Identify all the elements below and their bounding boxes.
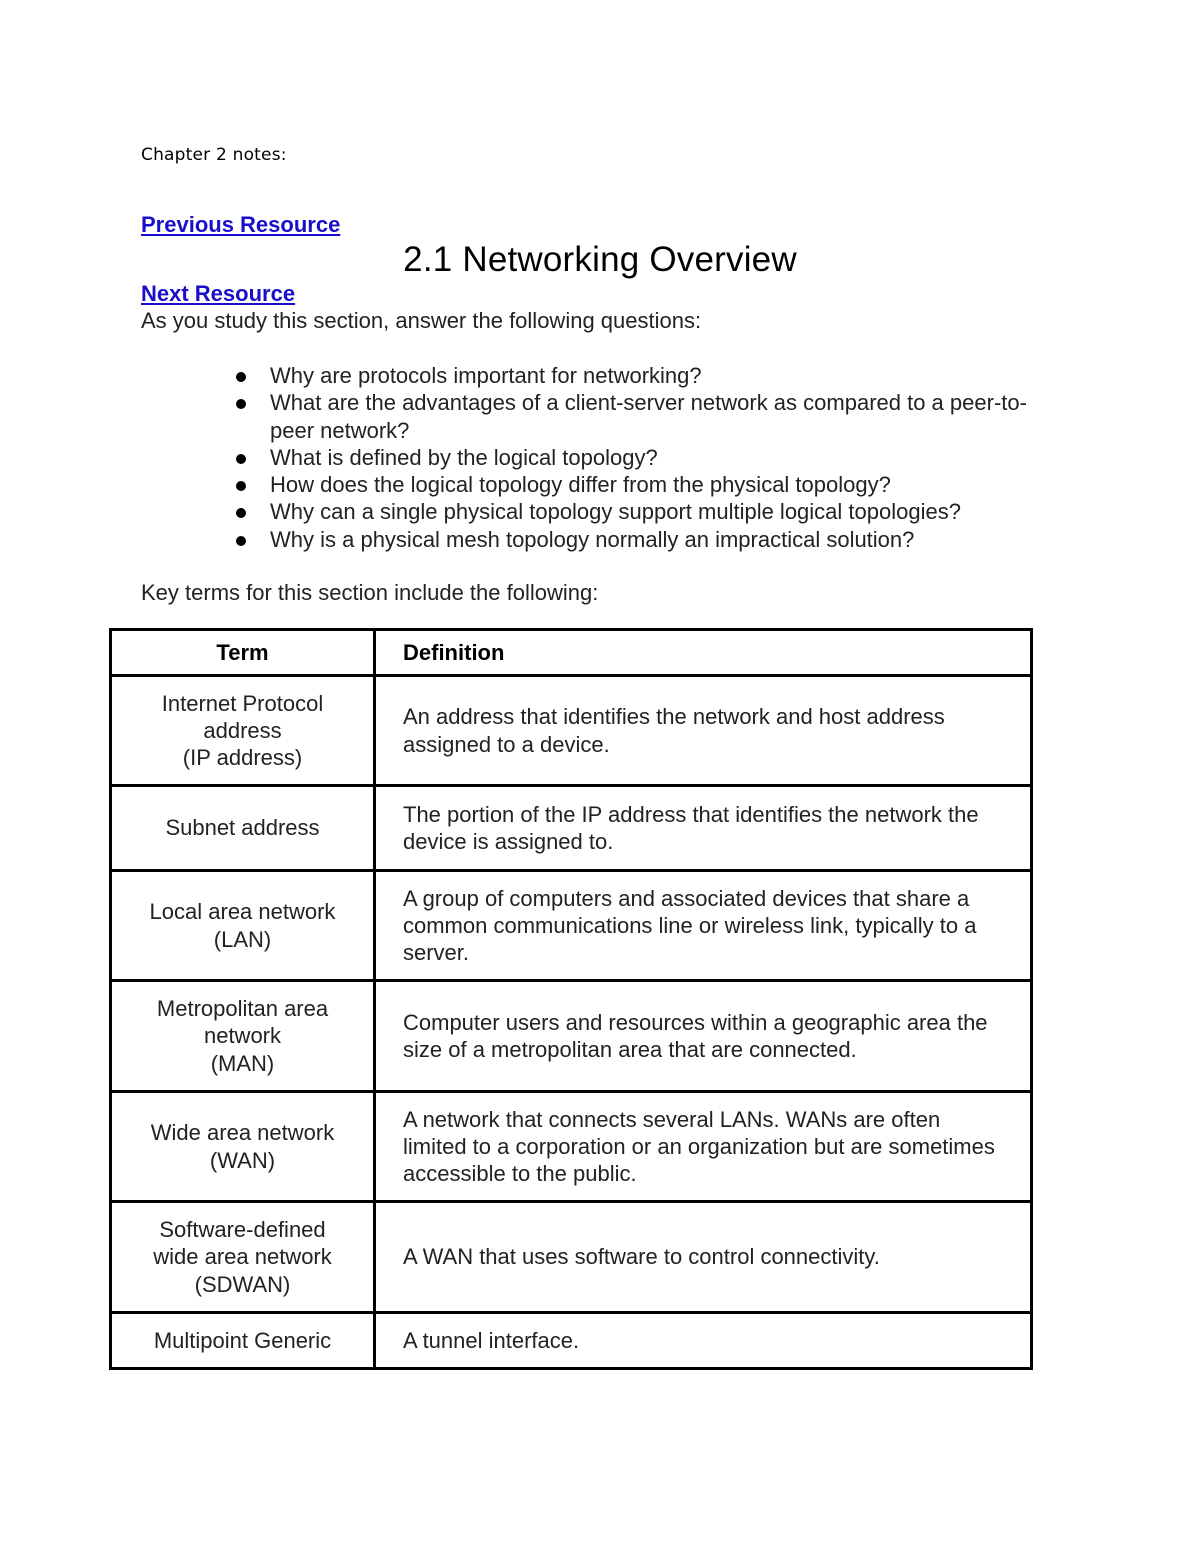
list-item: [270, 498, 1070, 525]
definition-cell: An address that identifies the network and host address assigned to a device.: [375, 676, 1032, 786]
table-row: [111, 1313, 1032, 1369]
question-text: Why is a physical mesh topology normally an impractical solution?: [270, 526, 915, 552]
bullet-icon: [236, 372, 246, 382]
definition-cell: A WAN that uses software to control connectivity.: [375, 1202, 1032, 1313]
chapter-label: Chapter 2 notes:: [141, 145, 287, 165]
list-item: [270, 389, 1070, 444]
question-list: [270, 362, 1070, 553]
table-row: [111, 1092, 1032, 1202]
term-cell: Software-defined wide area network (SDWAN): [111, 1202, 375, 1313]
definition-column-header: Definition: [375, 630, 1032, 676]
definition-cell: Computer users and resources within a geographic area the size of a metropolitan area that are connected.: [375, 981, 1032, 1092]
definition-cell: A network that connects several LANs. WANs are often limited to a corporation or an organization but are sometimes accessible to the public.: [375, 1092, 1032, 1202]
term-cell: Internet Protocol address (IP address): [111, 676, 375, 786]
question-text: Why are protocols important for networking?: [270, 363, 702, 388]
list-item: [270, 362, 1070, 389]
table-row: [111, 871, 1032, 981]
term-cell: Wide area network (WAN): [111, 1092, 375, 1202]
question-text: How does the logical topology differ from the physical topology?: [270, 472, 891, 498]
table-row: [111, 786, 1032, 871]
list-item: [270, 526, 1070, 553]
previous-resource-link[interactable]: Previous Resource: [141, 212, 341, 237]
bullet-icon: [236, 508, 246, 518]
key-terms-intro: Key terms for this section include the following:: [141, 580, 599, 605]
page-title: 2.1 Networking Overview: [403, 240, 797, 279]
bullet-icon: [236, 536, 246, 546]
table-row: [111, 1202, 1032, 1313]
table-header-row: [111, 630, 1032, 676]
key-terms-table: [109, 628, 1033, 1370]
bullet-icon: [236, 481, 246, 491]
term-column-header: Term: [111, 630, 375, 676]
bullet-icon: [236, 454, 246, 464]
question-text: Why can a single physical topology support multiple logical topologies?: [270, 499, 961, 525]
next-resource-link[interactable]: Next Resource: [141, 281, 296, 306]
definition-cell: A group of computers and associated devices that share a common communications line or wireless link, typically to a server.: [375, 871, 1032, 981]
definition-cell: A tunnel interface.: [375, 1313, 1032, 1369]
questions-intro: As you study this section, answer the following questions:: [141, 308, 702, 333]
list-item: [270, 444, 1070, 471]
question-text: What are the advantages of a client-server network as compared to a peer-to-peer network?: [270, 390, 1027, 443]
bullet-icon: [236, 399, 246, 409]
term-cell: Local area network (LAN): [111, 871, 375, 981]
term-cell: Multipoint Generic: [111, 1313, 375, 1369]
definition-cell: The portion of the IP address that identifies the network the device is assigned to.: [375, 786, 1032, 871]
term-cell: Metropolitan area network (MAN): [111, 981, 375, 1092]
list-item: [270, 471, 1070, 498]
term-cell: Subnet address: [111, 786, 375, 871]
table-row: [111, 981, 1032, 1092]
question-text: What is defined by the logical topology?: [270, 444, 658, 470]
table-row: [111, 676, 1032, 786]
